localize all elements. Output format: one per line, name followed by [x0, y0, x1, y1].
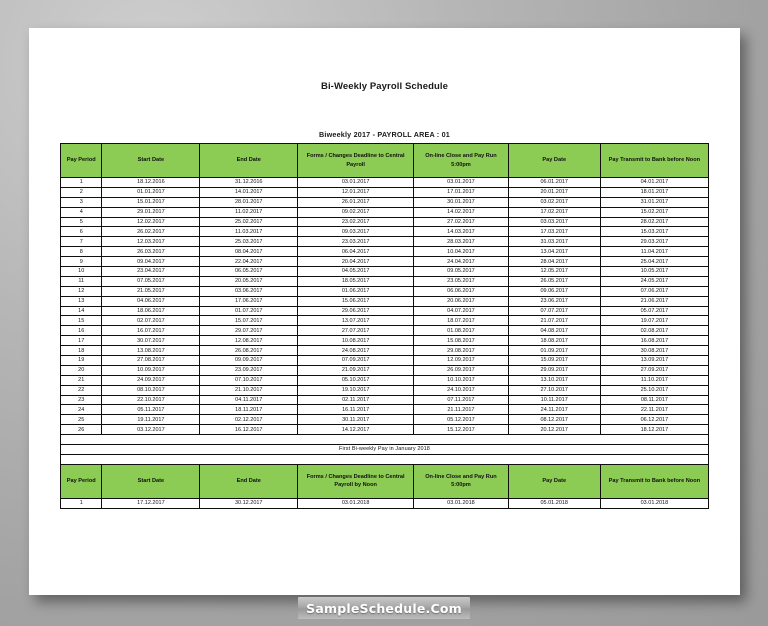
cell-date: 23.03.2017 — [298, 237, 414, 247]
note-row — [61, 445, 709, 455]
cell-date: 22.11.2017 — [600, 405, 708, 415]
second-table-body — [61, 498, 709, 508]
cell-date: 24.08.2017 — [298, 346, 414, 356]
cell-date: 21.06.2017 — [600, 296, 708, 306]
cell-date: 09.06.2017 — [508, 286, 600, 296]
cell-date: 02.08.2017 — [600, 326, 708, 336]
cell-date: 13.09.2017 — [600, 356, 708, 366]
cell-pay-period: 15 — [61, 316, 102, 326]
cell-date: 07.06.2017 — [600, 286, 708, 296]
cell-date: 05.11.2017 — [102, 405, 200, 415]
cell-date: 04.06.2017 — [102, 296, 200, 306]
cell-date: 03.06.2017 — [200, 286, 298, 296]
cell-date: 31.03.2017 — [508, 237, 600, 247]
cell-date: 28.01.2017 — [200, 197, 298, 207]
cell-date: 03.02.2017 — [508, 197, 600, 207]
cell-pay-period: 17 — [61, 336, 102, 346]
cell-date: 27.02.2017 — [414, 217, 509, 227]
note-section — [61, 435, 709, 465]
cell-date: 05.10.2017 — [298, 375, 414, 385]
cell-date: 14.01.2017 — [200, 187, 298, 197]
cell-date: 05.07.2017 — [600, 306, 708, 316]
cell-date: 29.08.2017 — [414, 346, 509, 356]
cell-date: 29.03.2017 — [600, 237, 708, 247]
table-row — [61, 187, 709, 197]
cell-date: 20.12.2017 — [508, 425, 600, 435]
cell-date: 10.04.2017 — [414, 247, 509, 257]
cell-date: 08.04.2017 — [200, 247, 298, 257]
cell-date: 26.01.2017 — [298, 197, 414, 207]
table-row — [61, 346, 709, 356]
cell-date: 11.03.2017 — [200, 227, 298, 237]
cell-date: 26.03.2017 — [102, 247, 200, 257]
cell-date: 01.01.2017 — [102, 187, 200, 197]
cell-date: 26.08.2017 — [200, 346, 298, 356]
table-row — [61, 385, 709, 395]
table-row — [61, 356, 709, 366]
gap-cell — [61, 454, 709, 464]
cell-pay-period: 19 — [61, 356, 102, 366]
payroll-area-subtitle: Biweekly 2017 - PAYROLL AREA : 01 — [319, 130, 450, 139]
table-row — [61, 286, 709, 296]
cell-date: 09.05.2017 — [414, 267, 509, 277]
th2-pay-transmit: Pay Transmit to Bank before Noon — [600, 464, 708, 498]
cell-pay-period: 14 — [61, 306, 102, 316]
cell-date: 08.12.2017 — [508, 415, 600, 425]
cell-date: 24.10.2017 — [414, 385, 509, 395]
cell-date: 17.06.2017 — [200, 296, 298, 306]
cell-date: 01.09.2017 — [508, 346, 600, 356]
cell-date: 22.04.2017 — [200, 257, 298, 267]
cell-pay-period: 23 — [61, 395, 102, 405]
table-row — [61, 296, 709, 306]
cell-date: 13.04.2017 — [508, 247, 600, 257]
cell-date: 03.12.2017 — [102, 425, 200, 435]
cell-date: 12.05.2017 — [508, 267, 600, 277]
table-row — [61, 178, 709, 188]
table-row — [61, 326, 709, 336]
cell-date: 27.10.2017 — [508, 385, 600, 395]
cell-date: 04.11.2017 — [200, 395, 298, 405]
cell-date: 13.10.2017 — [508, 375, 600, 385]
cell-date: 10.11.2017 — [508, 395, 600, 405]
cell-date: 30.08.2017 — [600, 346, 708, 356]
cell-pay-period: 26 — [61, 425, 102, 435]
cell-date: 15.07.2017 — [200, 316, 298, 326]
cell-date: 07.07.2017 — [508, 306, 600, 316]
cell-date: 06.06.2017 — [414, 286, 509, 296]
th2-end-date: End Date — [200, 464, 298, 498]
cell-date: 07.09.2017 — [298, 356, 414, 366]
cell-date: 27.09.2017 — [600, 365, 708, 375]
cell-date: 15.06.2017 — [298, 296, 414, 306]
watermark-badge — [298, 597, 470, 619]
spacer-row — [61, 435, 709, 445]
cell-pay-period: 5 — [61, 217, 102, 227]
cell-pay-period: 7 — [61, 237, 102, 247]
cell-date: 12.01.2017 — [298, 187, 414, 197]
cell-date: 15.08.2017 — [414, 336, 509, 346]
spacer-cell — [61, 435, 709, 445]
header-row — [61, 144, 709, 178]
cell-date: 08.11.2017 — [600, 395, 708, 405]
cell-date: 30.12.2017 — [200, 498, 298, 508]
table-row — [61, 207, 709, 217]
cell-date: 30.11.2017 — [298, 415, 414, 425]
cell-pay-period: 12 — [61, 286, 102, 296]
cell-date: 15.12.2017 — [414, 425, 509, 435]
cell-date: 04.01.2017 — [600, 178, 708, 188]
cell-date: 16.11.2017 — [298, 405, 414, 415]
cell-date: 06.12.2017 — [600, 415, 708, 425]
cell-date: 04.08.2017 — [508, 326, 600, 336]
cell-date: 20.06.2017 — [414, 296, 509, 306]
cell-date: 12.02.2017 — [102, 217, 200, 227]
cell-pay-period: 10 — [61, 267, 102, 277]
table-row — [61, 405, 709, 415]
table-row — [61, 306, 709, 316]
cell-date: 18.01.2017 — [600, 187, 708, 197]
th2-online-close: On-line Close and Pay Run 5:00pm — [414, 464, 509, 498]
cell-pay-period: 8 — [61, 247, 102, 257]
cell-date: 21.11.2017 — [414, 405, 509, 415]
cell-date: 27.08.2017 — [102, 356, 200, 366]
cell-date: 28.02.2017 — [600, 217, 708, 227]
gap-row — [61, 454, 709, 464]
cell-date: 11.04.2017 — [600, 247, 708, 257]
cell-date: 23.09.2017 — [200, 365, 298, 375]
cell-date: 28.04.2017 — [508, 257, 600, 267]
cell-date: 26.02.2017 — [102, 227, 200, 237]
cell-date: 04.07.2017 — [414, 306, 509, 316]
cell-date: 30.07.2017 — [102, 336, 200, 346]
cell-date: 29.07.2017 — [200, 326, 298, 336]
cell-date: 03.03.2017 — [508, 217, 600, 227]
cell-date: 01.07.2017 — [200, 306, 298, 316]
table-row — [61, 237, 709, 247]
cell-date: 28.03.2017 — [414, 237, 509, 247]
cell-date: 01.08.2017 — [414, 326, 509, 336]
cell-date: 10.09.2017 — [102, 365, 200, 375]
cell-date: 18.08.2017 — [508, 336, 600, 346]
cell-date: 14.03.2017 — [414, 227, 509, 237]
cell-date: 29.09.2017 — [508, 365, 600, 375]
cell-date: 05.01.2018 — [508, 498, 600, 508]
cell-date: 15.02.2017 — [600, 207, 708, 217]
cell-date: 18.12.2017 — [600, 425, 708, 435]
tables-container — [29, 143, 740, 509]
cell-date: 27.07.2017 — [298, 326, 414, 336]
cell-date: 25.02.2017 — [200, 217, 298, 227]
cell-date: 30.01.2017 — [414, 197, 509, 207]
cell-pay-period: 6 — [61, 227, 102, 237]
cell-date: 26.05.2017 — [508, 276, 600, 286]
cell-date: 14.02.2017 — [414, 207, 509, 217]
cell-date: 11.10.2017 — [600, 375, 708, 385]
cell-pay-period: 3 — [61, 197, 102, 207]
cell-date: 06.01.2017 — [508, 178, 600, 188]
cell-date: 17.01.2017 — [414, 187, 509, 197]
table-row — [61, 257, 709, 267]
table-row — [61, 336, 709, 346]
cell-date: 05.12.2017 — [414, 415, 509, 425]
main-table-header — [61, 144, 709, 178]
table-row — [61, 415, 709, 425]
second-table-header — [61, 464, 709, 498]
cell-date: 17.02.2017 — [508, 207, 600, 217]
cell-date: 07.05.2017 — [102, 276, 200, 286]
cell-pay-period: 11 — [61, 276, 102, 286]
cell-date: 16.08.2017 — [600, 336, 708, 346]
table-row — [61, 316, 709, 326]
cell-date: 09.02.2017 — [298, 207, 414, 217]
cell-date: 03.01.2018 — [298, 498, 414, 508]
cell-date: 21.09.2017 — [298, 365, 414, 375]
table-row — [61, 267, 709, 277]
cell-date: 20.05.2017 — [200, 276, 298, 286]
cell-pay-period: 24 — [61, 405, 102, 415]
cell-date: 16.12.2017 — [200, 425, 298, 435]
cell-date: 02.11.2017 — [298, 395, 414, 405]
cell-pay-period: 1 — [61, 498, 102, 508]
table-row — [61, 227, 709, 237]
cell-date: 10.05.2017 — [600, 267, 708, 277]
cell-date: 15.09.2017 — [508, 356, 600, 366]
cell-date: 19.10.2017 — [298, 385, 414, 395]
cell-date: 23.04.2017 — [102, 267, 200, 277]
table-row — [61, 425, 709, 435]
cell-date: 20.01.2017 — [508, 187, 600, 197]
th-pay-date: Pay Date — [508, 144, 600, 178]
cell-date: 16.07.2017 — [102, 326, 200, 336]
table-row — [61, 498, 709, 508]
cell-date: 07.10.2017 — [200, 375, 298, 385]
th-start-date: Start Date — [102, 144, 200, 178]
cell-date: 09.04.2017 — [102, 257, 200, 267]
cell-date: 21.10.2017 — [200, 385, 298, 395]
th-pay-period: Pay Period — [61, 144, 102, 178]
cell-pay-period: 18 — [61, 346, 102, 356]
cell-date: 06.05.2017 — [200, 267, 298, 277]
cell-date: 03.01.2018 — [600, 498, 708, 508]
table-row — [61, 247, 709, 257]
cell-date: 17.12.2017 — [102, 498, 200, 508]
cell-pay-period: 22 — [61, 385, 102, 395]
cell-date: 18.11.2017 — [200, 405, 298, 415]
th-online-close: On-line Close and Pay Run 5:00pm — [414, 144, 509, 178]
cell-date: 23.02.2017 — [298, 217, 414, 227]
cell-date: 03.01.2017 — [414, 178, 509, 188]
cell-date: 29.01.2017 — [102, 207, 200, 217]
payroll-schedule-table — [60, 143, 709, 509]
cell-date: 07.11.2017 — [414, 395, 509, 405]
cell-date: 03.01.2018 — [414, 498, 509, 508]
th-forms-deadline: Forms / Changes Deadline to Central Payroll — [298, 144, 414, 178]
cell-date: 10.08.2017 — [298, 336, 414, 346]
cell-date: 26.09.2017 — [414, 365, 509, 375]
cell-date: 24.09.2017 — [102, 375, 200, 385]
second-header-row — [61, 464, 709, 498]
cell-pay-period: 25 — [61, 415, 102, 425]
cell-pay-period: 1 — [61, 178, 102, 188]
th2-pay-date: Pay Date — [508, 464, 600, 498]
cell-pay-period: 2 — [61, 187, 102, 197]
table-row — [61, 395, 709, 405]
cell-date: 25.04.2017 — [600, 257, 708, 267]
cell-pay-period: 20 — [61, 365, 102, 375]
cell-date: 02.12.2017 — [200, 415, 298, 425]
cell-date: 21.05.2017 — [102, 286, 200, 296]
cell-date: 19.07.2017 — [600, 316, 708, 326]
cell-date: 12.03.2017 — [102, 237, 200, 247]
cell-pay-period: 9 — [61, 257, 102, 267]
cell-date: 17.03.2017 — [508, 227, 600, 237]
cell-date: 04.05.2017 — [298, 267, 414, 277]
table-row — [61, 217, 709, 227]
cell-date: 12.09.2017 — [414, 356, 509, 366]
cell-date: 14.12.2017 — [298, 425, 414, 435]
cell-date: 25.10.2017 — [600, 385, 708, 395]
cell-pay-period: 4 — [61, 207, 102, 217]
th2-forms-deadline: Forms / Changes Deadline to Central Payroll by Noon — [298, 464, 414, 498]
cell-date: 09.03.2017 — [298, 227, 414, 237]
cell-date: 18.07.2017 — [414, 316, 509, 326]
note-text: First Bi-weekly Pay in January 2018 — [61, 445, 709, 455]
th-end-date: End Date — [200, 144, 298, 178]
cell-date: 02.07.2017 — [102, 316, 200, 326]
cell-date: 31.12.2016 — [200, 178, 298, 188]
cell-date: 18.12.2016 — [102, 178, 200, 188]
cell-date: 29.06.2017 — [298, 306, 414, 316]
cell-date: 06.04.2017 — [298, 247, 414, 257]
cell-date: 24.11.2017 — [508, 405, 600, 415]
cell-pay-period: 13 — [61, 296, 102, 306]
cell-date: 21.07.2017 — [508, 316, 600, 326]
cell-date: 20.04.2017 — [298, 257, 414, 267]
cell-date: 10.10.2017 — [414, 375, 509, 385]
cell-date: 12.08.2017 — [200, 336, 298, 346]
th2-pay-period: Pay Period — [61, 464, 102, 498]
table-row — [61, 365, 709, 375]
cell-date: 09.09.2017 — [200, 356, 298, 366]
cell-date: 11.02.2017 — [200, 207, 298, 217]
cell-date: 18.05.2017 — [298, 276, 414, 286]
cell-date: 15.03.2017 — [600, 227, 708, 237]
cell-pay-period: 21 — [61, 375, 102, 385]
document-page — [29, 28, 740, 595]
cell-date: 22.10.2017 — [102, 395, 200, 405]
table-row — [61, 375, 709, 385]
cell-date: 13.07.2017 — [298, 316, 414, 326]
cell-date: 19.11.2017 — [102, 415, 200, 425]
table-row — [61, 276, 709, 286]
cell-date: 25.03.2017 — [200, 237, 298, 247]
th2-start-date: Start Date — [102, 464, 200, 498]
cell-date: 23.05.2017 — [414, 276, 509, 286]
watermark-label: SampleSchedule.Com — [306, 600, 462, 616]
cell-date: 01.06.2017 — [298, 286, 414, 296]
page-title: Bi-Weekly Payroll Schedule — [320, 81, 449, 92]
cell-date: 24.04.2017 — [414, 257, 509, 267]
cell-date: 31.01.2017 — [600, 197, 708, 207]
cell-date: 08.10.2017 — [102, 385, 200, 395]
cell-date: 23.06.2017 — [508, 296, 600, 306]
th-pay-transmit: Pay Transmit to Bank before Noon — [600, 144, 708, 178]
cell-date: 18.06.2017 — [102, 306, 200, 316]
cell-date: 24.05.2017 — [600, 276, 708, 286]
main-table-body — [61, 178, 709, 435]
cell-date: 15.01.2017 — [102, 197, 200, 207]
table-row — [61, 197, 709, 207]
cell-date: 13.08.2017 — [102, 346, 200, 356]
cell-pay-period: 16 — [61, 326, 102, 336]
cell-date: 03.01.2017 — [298, 178, 414, 188]
